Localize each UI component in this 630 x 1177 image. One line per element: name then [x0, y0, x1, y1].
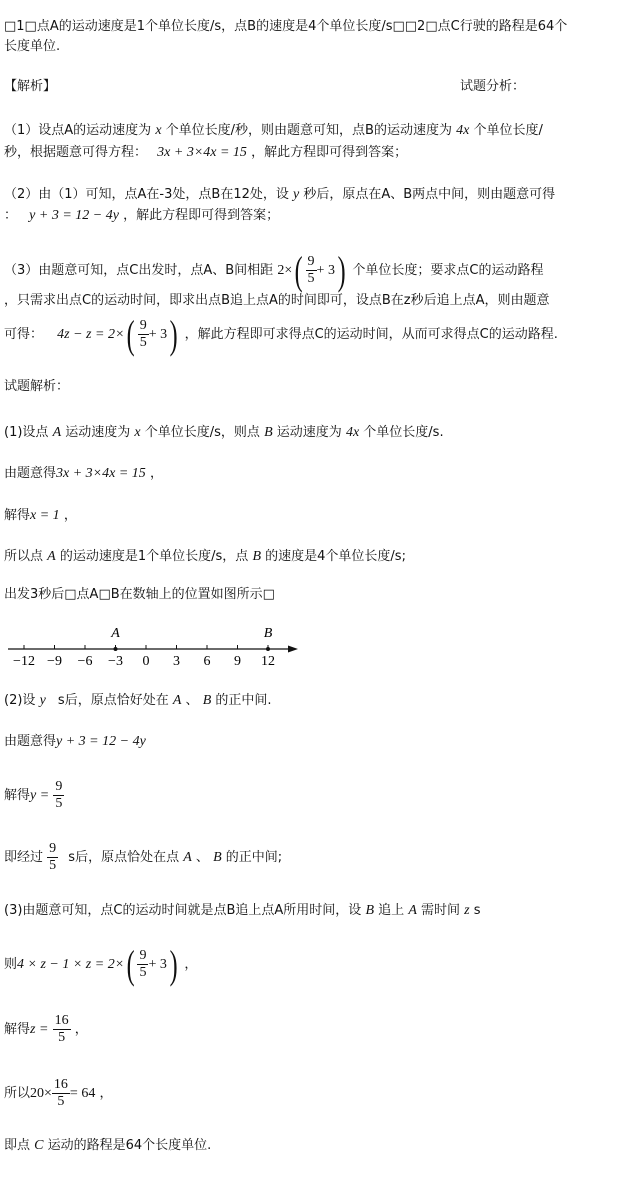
denominator: 5: [49, 858, 57, 873]
denominator: 5: [57, 1094, 65, 1109]
analysis-1-line-2: [4, 144, 626, 162]
text: 所以点: [4, 549, 44, 564]
text: s后，原点恰好处在: [57, 693, 169, 708]
fraction-9-5: [47, 841, 58, 874]
text: ：: [4, 208, 18, 223]
text: （3）由题意可知，点C出发时，点A、B间相距: [4, 263, 274, 278]
denominator: 5: [307, 271, 315, 286]
math-4x: 4x: [345, 425, 360, 440]
fraction-16-5: [53, 1013, 71, 1046]
fraction-9-5: [306, 254, 317, 287]
numerator: 9: [139, 948, 147, 963]
solution-title: [4, 378, 626, 396]
math-C: C: [34, 1138, 44, 1153]
equation-3: 4 × z − 1 × z = 2×: [17, 957, 125, 972]
text: 由题意得: [4, 466, 57, 481]
equation-1: 3x + 3×4x = 15: [157, 145, 247, 160]
text: (3)由题意可知，点C的运动时间就是点B追上点A所用时间，设: [4, 903, 362, 918]
text: 需时间: [421, 903, 461, 918]
number-line: [0, 618, 320, 674]
x-equals-1: x = 1: [30, 508, 60, 523]
math-y: y: [293, 187, 300, 202]
analysis-2-line-1: [4, 186, 626, 204]
math-B: B: [202, 693, 212, 708]
tick-label: −6: [77, 654, 93, 669]
left-paren-icon: (: [126, 941, 135, 987]
text: s: [473, 903, 481, 918]
solution-11: [4, 941, 626, 987]
equation-3-left: 4z − z = 2×: [57, 327, 125, 342]
math-A: A: [52, 425, 62, 440]
point-B-label: B: [263, 626, 273, 641]
text: 解得: [4, 788, 31, 803]
math-x: x: [155, 123, 162, 138]
text: ，只需求出点C的运动时间，即求出点B追上点A的时间即可，设点B在z秒后追上点A，则由题意: [4, 293, 550, 308]
fraction-9-5: [137, 948, 148, 981]
text: 所以: [4, 1086, 31, 1101]
text: 出发3秒后□点A□B在数轴上的位置如图所示□: [4, 587, 275, 602]
solution-13: [4, 1074, 626, 1114]
solution-6: [4, 692, 626, 710]
text: 个单位长度/: [473, 123, 543, 138]
text: 的正中间.: [215, 693, 272, 708]
solution-14: [4, 1137, 626, 1155]
analysis-2-line-2: [4, 207, 626, 225]
text: （2）由（1）可知，点A在-3处，点B在12处，设: [4, 187, 289, 202]
jiexi-label: 【解析】: [4, 79, 57, 94]
numerator: 9: [139, 318, 147, 333]
right-paren-icon: ): [337, 247, 346, 293]
arrow-icon: [288, 646, 298, 653]
text: 即经过: [4, 850, 44, 865]
text: 的正中间;: [225, 850, 283, 865]
tick-label: −12: [13, 654, 35, 669]
numerator: 16: [54, 1013, 69, 1028]
tick-label: 6: [203, 654, 211, 669]
solution-3: [4, 507, 626, 525]
fraction-16-5: [52, 1077, 70, 1110]
math-A: A: [172, 693, 182, 708]
point-A-dot: [114, 647, 118, 651]
math-A: A: [47, 549, 56, 564]
fraction-9-5: [53, 779, 64, 812]
text: 试题解析：: [4, 379, 70, 394]
answer-text-1: □1□点A的运动速度是1个单位长度/s，点B的速度是4个单位长度/s□□2□点C行驶的路程是64个: [4, 19, 568, 34]
analysis-3-line-1: [4, 247, 626, 293]
y-equals: y =: [30, 788, 50, 803]
equation-2: y + 3 = 12 − 4y: [29, 208, 119, 223]
numerator: 9: [49, 841, 57, 856]
denominator: 5: [139, 335, 147, 350]
tick-label: 3: [173, 654, 180, 669]
text: 运动速度为: [65, 425, 131, 440]
solution-5: [4, 586, 626, 604]
solution-10: [4, 902, 626, 920]
answer-text-2: 长度单位.: [4, 39, 61, 54]
answer-line-2: [4, 38, 626, 56]
text: 追上: [378, 903, 405, 918]
text: (1)设点: [4, 425, 49, 440]
text: 个单位长度/秒，则由题意可知，点B的运动速度为: [165, 123, 452, 138]
solution-9: [4, 838, 626, 878]
solution-4: [4, 548, 626, 566]
text: 则: [4, 957, 18, 972]
equation-1: 3x + 3×4x = 15: [56, 466, 146, 481]
solution-12: [4, 1010, 626, 1050]
equation-2: y + 3 = 12 − 4y: [56, 734, 146, 749]
text: 个单位长度；要求点C的运动路程: [352, 263, 544, 278]
text: (2)设: [4, 693, 36, 708]
text: 秒，根据题意可得方程：: [4, 145, 148, 160]
text: ，: [99, 1086, 113, 1101]
denominator: 5: [139, 965, 147, 980]
numerator: 16: [53, 1077, 68, 1092]
math-A: A: [183, 850, 192, 865]
math-B: B: [264, 425, 273, 440]
right-paren-icon: ): [169, 311, 178, 357]
text: 个单位长度/s.: [363, 425, 444, 440]
analysis-title: [460, 78, 626, 96]
math-z: z: [464, 903, 470, 918]
math-plus-3: + 3: [148, 957, 167, 972]
math-B: B: [213, 850, 222, 865]
tick-label: 9: [234, 654, 241, 669]
solution-1: [4, 424, 626, 442]
text: ，: [184, 957, 198, 972]
denominator: 5: [55, 796, 63, 811]
math-B: B: [252, 549, 261, 564]
text: 的速度是4个单位长度/s;: [265, 549, 406, 564]
text: 运动速度为: [276, 425, 342, 440]
text: 解得: [4, 1022, 31, 1037]
math-A: A: [408, 903, 417, 918]
text: ，: [149, 466, 163, 481]
math-plus-3: + 3: [148, 327, 168, 342]
point-B-dot: [266, 647, 270, 651]
math-plus-3: + 3: [316, 263, 335, 278]
math-x: x: [134, 425, 141, 440]
solution-2: [4, 465, 626, 483]
left-paren-icon: (: [294, 247, 303, 293]
analysis-label: 试题分析：: [460, 79, 526, 94]
equals-64: = 64: [69, 1086, 96, 1101]
text: 可得：: [4, 327, 44, 342]
text: （1）设点A的运动速度为: [4, 123, 152, 138]
tick-label: 0: [142, 654, 150, 669]
text: ，: [74, 1022, 88, 1037]
text: ，解此方程即可得到答案；: [123, 208, 280, 223]
text: 运动的路程是64个长度单位.: [47, 1138, 212, 1153]
text: 个单位长度/s，则点: [144, 425, 260, 440]
text: 由题意得: [4, 734, 57, 749]
analysis-3-line-2: [4, 292, 626, 310]
answer-line-1: [4, 18, 626, 36]
tick-label: −9: [47, 654, 62, 669]
tick-label: 12: [261, 654, 275, 669]
text: ，: [63, 508, 77, 523]
text: 即点: [4, 1138, 31, 1153]
text: 、: [185, 693, 199, 708]
math-B: B: [365, 903, 375, 918]
math-2-times: 2×: [277, 263, 293, 278]
denominator: 5: [58, 1030, 66, 1045]
analysis-1-line-1: [4, 122, 626, 140]
math-20-times: 20×: [30, 1086, 52, 1101]
right-paren-icon: ): [169, 941, 178, 987]
text: ，解此方程即可得到答案；: [251, 145, 408, 160]
point-A-label: A: [111, 626, 120, 641]
solution-8: [4, 776, 626, 816]
math-4x: 4x: [456, 123, 470, 138]
fraction-9-5: [138, 318, 149, 351]
z-equals: z =: [30, 1022, 49, 1037]
numerator: 9: [55, 779, 63, 794]
text: 解得: [4, 508, 31, 523]
text: 、: [195, 850, 209, 865]
tick-label: −3: [108, 654, 123, 669]
text: 秒后，原点在A、B两点中间，则由题意可得: [303, 187, 556, 202]
text: 的运动速度是1个单位长度/s，点: [59, 549, 249, 564]
text: s后，原点恰处在点: [68, 850, 180, 865]
numerator: 9: [307, 254, 315, 269]
analysis-3-line-3: [4, 311, 626, 357]
math-y: y: [39, 693, 46, 708]
text: ，解此方程即可求得点C的运动时间，从而可求得点C的运动路程.: [184, 327, 558, 342]
left-paren-icon: (: [127, 311, 136, 357]
solution-7: [4, 733, 626, 751]
